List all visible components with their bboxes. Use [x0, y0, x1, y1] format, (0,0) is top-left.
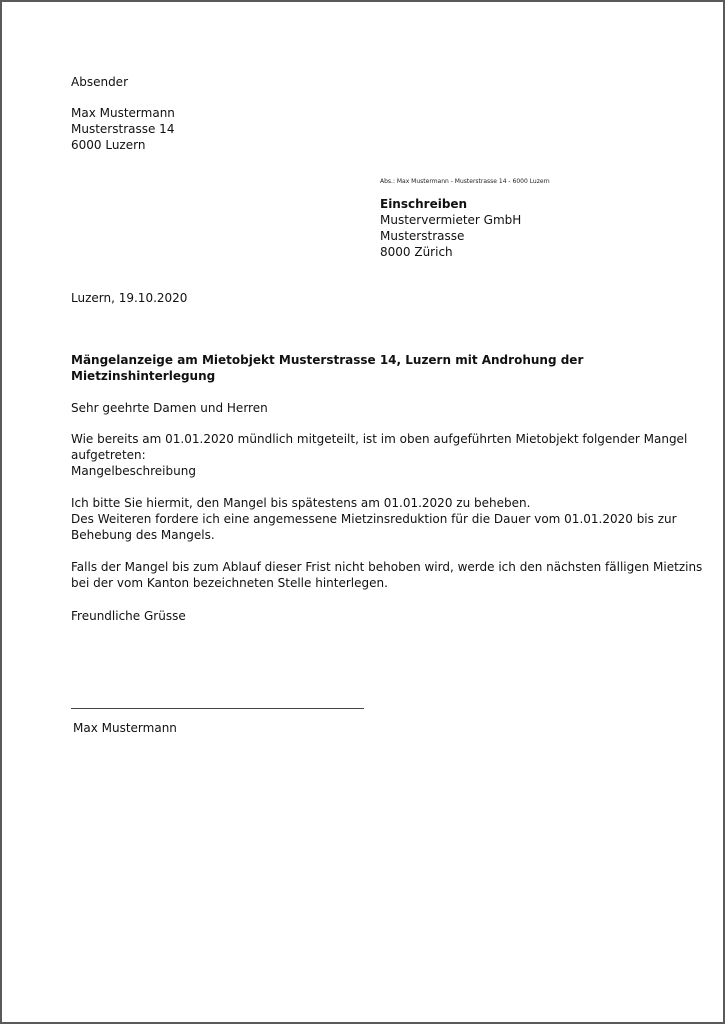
paragraph-deposit-warning: [71, 559, 702, 591]
paragraph-1-line-1: Wie bereits am 01.01.2020 mündlich mitgeteilt, ist im oben aufgeführten Mietobjekt folgender Mangel: [71, 432, 688, 446]
date-text: Luzern, 19.10.2020: [71, 291, 188, 305]
sender-city: 6000 Luzern: [71, 138, 146, 152]
recipient-street: Musterstrasse: [380, 229, 465, 243]
date-line: [71, 290, 187, 306]
signature-line: [71, 708, 364, 709]
subject-heading: [71, 352, 583, 384]
sender-address: [71, 105, 175, 153]
recipient-address: [380, 196, 521, 260]
sender-label: [71, 74, 128, 90]
paragraph-2-line-3: Behebung des Mangels.: [71, 528, 215, 542]
paragraph-defect-notice: [71, 431, 687, 479]
sender-street: Musterstrasse 14: [71, 122, 175, 136]
paragraph-1-line-3: Mangelbeschreibung: [71, 464, 196, 478]
subject-line-1: Mängelanzeige am Mietobjekt Musterstrasse 14, Luzern mit Androhung der: [71, 353, 584, 367]
paragraph-1-line-2: aufgetreten:: [71, 448, 146, 462]
signature-name: Max Mustermann: [73, 721, 177, 735]
paragraph-2-line-2: Des Weiteren fordere ich eine angemessene Mietzinsreduktion für die Dauer vom 01.01.2020 bis zur: [71, 512, 677, 526]
subject-line-2: Mietzinshinterlegung: [71, 369, 216, 383]
closing: [71, 608, 186, 624]
closing-text: Freundliche Grüsse: [71, 609, 186, 623]
recipient-city: 8000 Zürich: [380, 245, 453, 259]
return-address-line: Abs.: Max Mustermann - Musterstrasse 14 - 6000 Luzern: [380, 178, 550, 185]
sender-name: Max Mustermann: [71, 106, 175, 120]
salutation-text: Sehr geehrte Damen und Herren: [71, 401, 268, 415]
delivery-type: Einschreiben: [380, 197, 468, 211]
paragraph-3-line-1: Falls der Mangel bis zum Ablauf dieser Frist nicht behoben wird, werde ich den nächsten fälligen Mietzins: [71, 560, 703, 574]
paragraph-3-line-2: bei der vom Kanton bezeichneten Stelle hinterlegen.: [71, 576, 388, 590]
salutation: [71, 400, 268, 416]
sender-label-text: Absender: [71, 75, 128, 89]
paragraph-request: [71, 495, 677, 543]
recipient-company: Mustervermieter GmbH: [380, 213, 522, 227]
paragraph-2-line-1: Ich bitte Sie hiermit, den Mangel bis spätestens am 01.01.2020 zu beheben.: [71, 496, 531, 510]
